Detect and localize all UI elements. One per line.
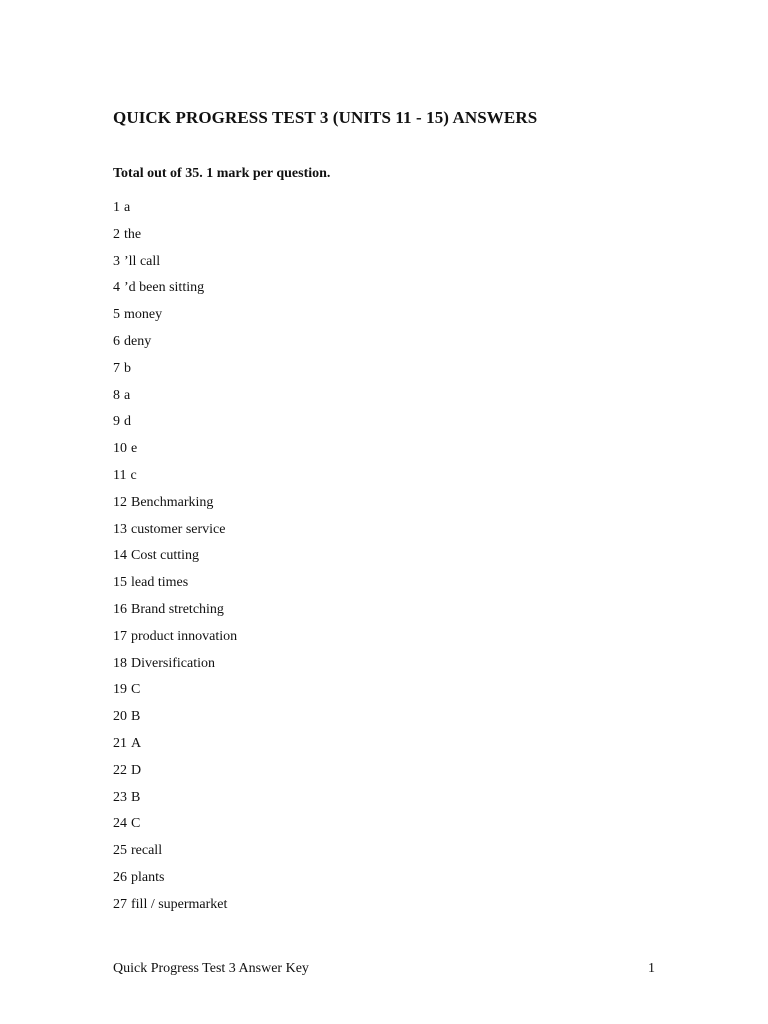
answer-item bbox=[113, 413, 237, 440]
footer-title: Quick Progress Test 3 Answer Key bbox=[113, 961, 309, 976]
answer-number: 4 bbox=[113, 280, 120, 296]
answer-number: 9 bbox=[113, 414, 120, 430]
answer-item bbox=[113, 279, 237, 306]
answer-text: fill / supermarket bbox=[131, 896, 228, 912]
answer-item bbox=[113, 306, 237, 333]
answer-text: customer service bbox=[131, 521, 226, 537]
answer-text: plants bbox=[131, 869, 165, 885]
answer-number: 10 bbox=[113, 441, 127, 457]
answer-number: 20 bbox=[113, 709, 127, 725]
answer-number: 27 bbox=[113, 896, 127, 912]
page-footer bbox=[113, 961, 655, 977]
page-title: QUICK PROGRESS TEST 3 (UNITS 11 - 15) ANSWERS bbox=[113, 108, 538, 127]
answer-item bbox=[113, 762, 237, 789]
marking-instructions: Total out of 35. 1 mark per question. bbox=[113, 166, 331, 181]
answer-text: C bbox=[131, 816, 141, 832]
answer-number: 18 bbox=[113, 655, 127, 671]
answer-list bbox=[113, 199, 237, 923]
answer-number: 2 bbox=[113, 226, 120, 242]
answer-item bbox=[113, 253, 237, 280]
answer-number: 17 bbox=[113, 628, 127, 644]
answer-text: A bbox=[131, 735, 142, 751]
answer-item bbox=[113, 547, 237, 574]
answer-text: D bbox=[131, 762, 142, 778]
answer-text: e bbox=[131, 441, 138, 457]
answer-number: 23 bbox=[113, 789, 127, 805]
answer-number: 14 bbox=[113, 548, 127, 564]
answer-item bbox=[113, 440, 237, 467]
answer-number: 24 bbox=[113, 816, 127, 832]
answer-text: B bbox=[131, 789, 141, 805]
answer-number: 6 bbox=[113, 333, 120, 349]
answer-number: 15 bbox=[113, 575, 127, 591]
answer-item bbox=[113, 655, 237, 682]
answer-item bbox=[113, 601, 237, 628]
answer-item bbox=[113, 842, 237, 869]
answer-text: C bbox=[131, 682, 141, 698]
answer-number: 1 bbox=[113, 200, 120, 215]
answer-text: Diversification bbox=[131, 655, 215, 671]
answer-number: 25 bbox=[113, 843, 127, 859]
answer-number: 21 bbox=[113, 735, 127, 751]
answer-text: a bbox=[124, 387, 131, 403]
answer-text: a bbox=[124, 200, 131, 215]
answer-text: B bbox=[131, 709, 141, 725]
answer-number: 5 bbox=[113, 307, 120, 323]
answer-text: Benchmarking bbox=[131, 494, 214, 510]
answer-text: ’ll call bbox=[124, 253, 161, 269]
answer-item bbox=[113, 815, 237, 842]
answer-item bbox=[113, 735, 237, 762]
answer-number: 13 bbox=[113, 521, 127, 537]
answer-item bbox=[113, 387, 237, 414]
answer-number: 3 bbox=[113, 253, 120, 269]
answer-number: 16 bbox=[113, 601, 127, 617]
answer-item bbox=[113, 467, 237, 494]
answer-number: 12 bbox=[113, 494, 127, 510]
answer-text: money bbox=[124, 307, 163, 323]
answer-text: ’d been sitting bbox=[124, 280, 205, 296]
answer-number: 26 bbox=[113, 869, 127, 885]
answer-number: 7 bbox=[113, 360, 120, 376]
answer-text: recall bbox=[131, 843, 163, 859]
answer-item bbox=[113, 628, 237, 655]
answer-item bbox=[113, 896, 237, 923]
page-number: 1 bbox=[648, 961, 655, 976]
answer-item bbox=[113, 521, 237, 548]
answer-item bbox=[113, 708, 237, 735]
answer-number: 11 bbox=[113, 467, 127, 483]
answer-item bbox=[113, 869, 237, 896]
answer-text: c bbox=[130, 467, 137, 483]
answer-item bbox=[113, 494, 237, 521]
answer-item bbox=[113, 360, 237, 387]
answer-number: 8 bbox=[113, 387, 120, 403]
answer-item bbox=[113, 226, 237, 253]
answer-item bbox=[113, 333, 237, 360]
answer-number: 22 bbox=[113, 762, 127, 778]
answer-text: deny bbox=[124, 333, 152, 349]
answer-item bbox=[113, 199, 237, 226]
answer-text: b bbox=[124, 360, 131, 376]
answer-item bbox=[113, 681, 237, 708]
answer-text: d bbox=[124, 414, 131, 430]
answer-text: lead times bbox=[131, 575, 189, 591]
answer-text: the bbox=[124, 226, 142, 242]
answer-number: 19 bbox=[113, 682, 127, 698]
answer-item bbox=[113, 574, 237, 601]
answer-text: Cost cutting bbox=[131, 548, 200, 564]
answer-text: product innovation bbox=[131, 628, 238, 644]
answer-item bbox=[113, 789, 237, 816]
answer-text: Brand stretching bbox=[131, 601, 224, 617]
